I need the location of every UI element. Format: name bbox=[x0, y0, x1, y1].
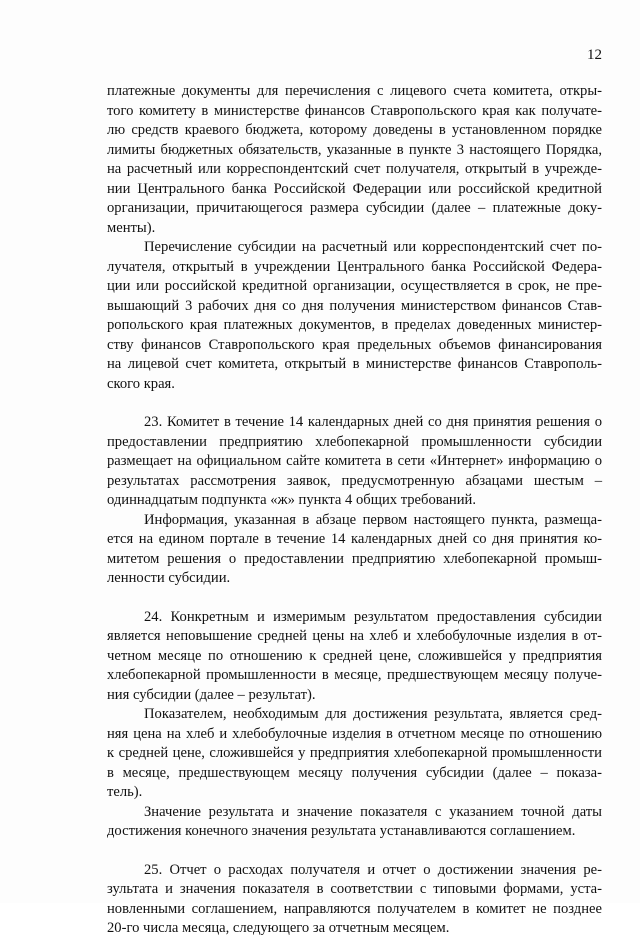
text-line: няя цена на хлеб и хлебобулочные изделия в отчетном месяце по отношению bbox=[107, 725, 602, 742]
text-line: менты). bbox=[107, 219, 156, 236]
text-line: ется на едином портале в течение 14 календарных дней со дня принятия ко- bbox=[107, 531, 602, 547]
text-line: тель). bbox=[107, 784, 143, 800]
paragraph-p4 bbox=[107, 511, 602, 589]
text-line: 20-го числа месяца, следующего за отчетным месяцем. bbox=[107, 920, 450, 936]
text-line: на лицевой счет комитета, открытый в министерстве финансов Ставрополь- bbox=[107, 356, 602, 372]
text-line: вышающий 3 рабочих дня со дня получения министерством финансов Став- bbox=[107, 297, 602, 314]
text-line: Значение результата и значение показателя с указанием точной даты bbox=[144, 803, 602, 820]
text-line: является неповышение средней цены на хлеб и хлебобулочные изделия в от- bbox=[107, 628, 602, 644]
text-line: четном месяце по отношению к средней цене, сложившейся у предприятия bbox=[107, 647, 602, 664]
text-line: на расчетный или корреспондентский счет получателя, открытый в учрежде- bbox=[107, 161, 602, 177]
text-line: ленности субсидии. bbox=[107, 570, 231, 586]
text-line: лимиты бюджетных обязательств, указанные в пункте 3 настоящего Порядка, bbox=[107, 141, 602, 158]
text-line: новленными соглашением, направляются получателем в комитет не позднее bbox=[107, 900, 602, 917]
paragraph-p1 bbox=[107, 82, 602, 238]
text-line: лю средств краевого бюджета, которому доведены в установленном порядке bbox=[107, 122, 602, 138]
text-line: 24. Конкретным и измеримым результатом предоставления субсидии bbox=[144, 608, 602, 625]
text-line: одиннадцатым подпункта «ж» пункта 4 общих требований. bbox=[107, 492, 477, 508]
text-line: Информация, указанная в абзаце первом настоящего пункта, размеща- bbox=[144, 511, 602, 528]
text-line: ния субсидии (далее – результат). bbox=[107, 686, 316, 703]
text-line: зультата и значения показателя в соответствии с типовыми формами, уста- bbox=[107, 881, 602, 897]
paragraph-p3 bbox=[107, 413, 602, 511]
page-number: 12 bbox=[587, 47, 602, 63]
text-line: того комитету в министерстве финансов Ставропольского края как получате- bbox=[107, 102, 602, 119]
paragraph-p8 bbox=[107, 861, 602, 939]
document-body bbox=[107, 82, 602, 939]
text-line: достижения конечного значения результата устанавливаются соглашением. bbox=[107, 823, 576, 839]
text-line: к средней цене, сложившейся у предприятия хлебопекарной промышленности bbox=[107, 745, 602, 761]
text-line: ропольского края платежных документов, в пределах доведенных министер- bbox=[107, 317, 602, 333]
text-line: результатах рассмотрения заявок, предусмотренную абзацами шестым – bbox=[107, 472, 602, 489]
text-line: ству финансов Ставропольского края предельных объемов финансирования bbox=[107, 336, 602, 353]
paragraph-p7 bbox=[107, 803, 602, 842]
paragraph-gap bbox=[107, 589, 602, 608]
text-line: 25. Отчет о расходах получателя и отчет о достижении значения ре- bbox=[144, 861, 602, 878]
text-line: нии Центрального банка Российской Федерации или российской кредитной bbox=[107, 180, 602, 197]
text-line: Показателем, необходимым для достижения результата, является сред- bbox=[144, 706, 602, 722]
paragraph-p5 bbox=[107, 608, 602, 706]
paragraph-p6 bbox=[107, 705, 602, 803]
text-line: платежные документы для перечисления с лицевого счета комитета, откры- bbox=[107, 83, 602, 99]
text-line: размещает на официальном сайте комитета в сети «Интернет» информацию о bbox=[107, 453, 602, 469]
text-line: ского края. bbox=[107, 375, 175, 392]
text-line: 23. Комитет в течение 14 календарных дней со дня принятия решения о bbox=[144, 414, 602, 430]
paragraph-p2 bbox=[107, 238, 602, 394]
paragraph-gap bbox=[107, 842, 602, 861]
text-line: Перечисление субсидии на расчетный или корреспондентский счет по- bbox=[144, 239, 602, 255]
text-line: митетом решения о предоставлении предприятию хлебопекарной промыш- bbox=[107, 550, 602, 567]
text-line: лучателя, открытый в учреждении Центрального банка Российской Федера- bbox=[107, 258, 602, 275]
text-line: в месяце, предшествующем месяцу получения субсидии (далее – показа- bbox=[107, 764, 602, 781]
text-line: предоставлении предприятию хлебопекарной промышленности субсидии bbox=[107, 433, 602, 450]
text-line: ции или российской кредитной организации, осуществляется в срок, не пре- bbox=[107, 278, 602, 294]
paragraph-gap bbox=[107, 394, 602, 413]
text-line: хлебопекарной промышленности в месяце, предшествующем месяцу получе- bbox=[107, 667, 602, 683]
text-line: организации, причитающегося размера субсидии (далее – платежные доку- bbox=[107, 200, 602, 216]
